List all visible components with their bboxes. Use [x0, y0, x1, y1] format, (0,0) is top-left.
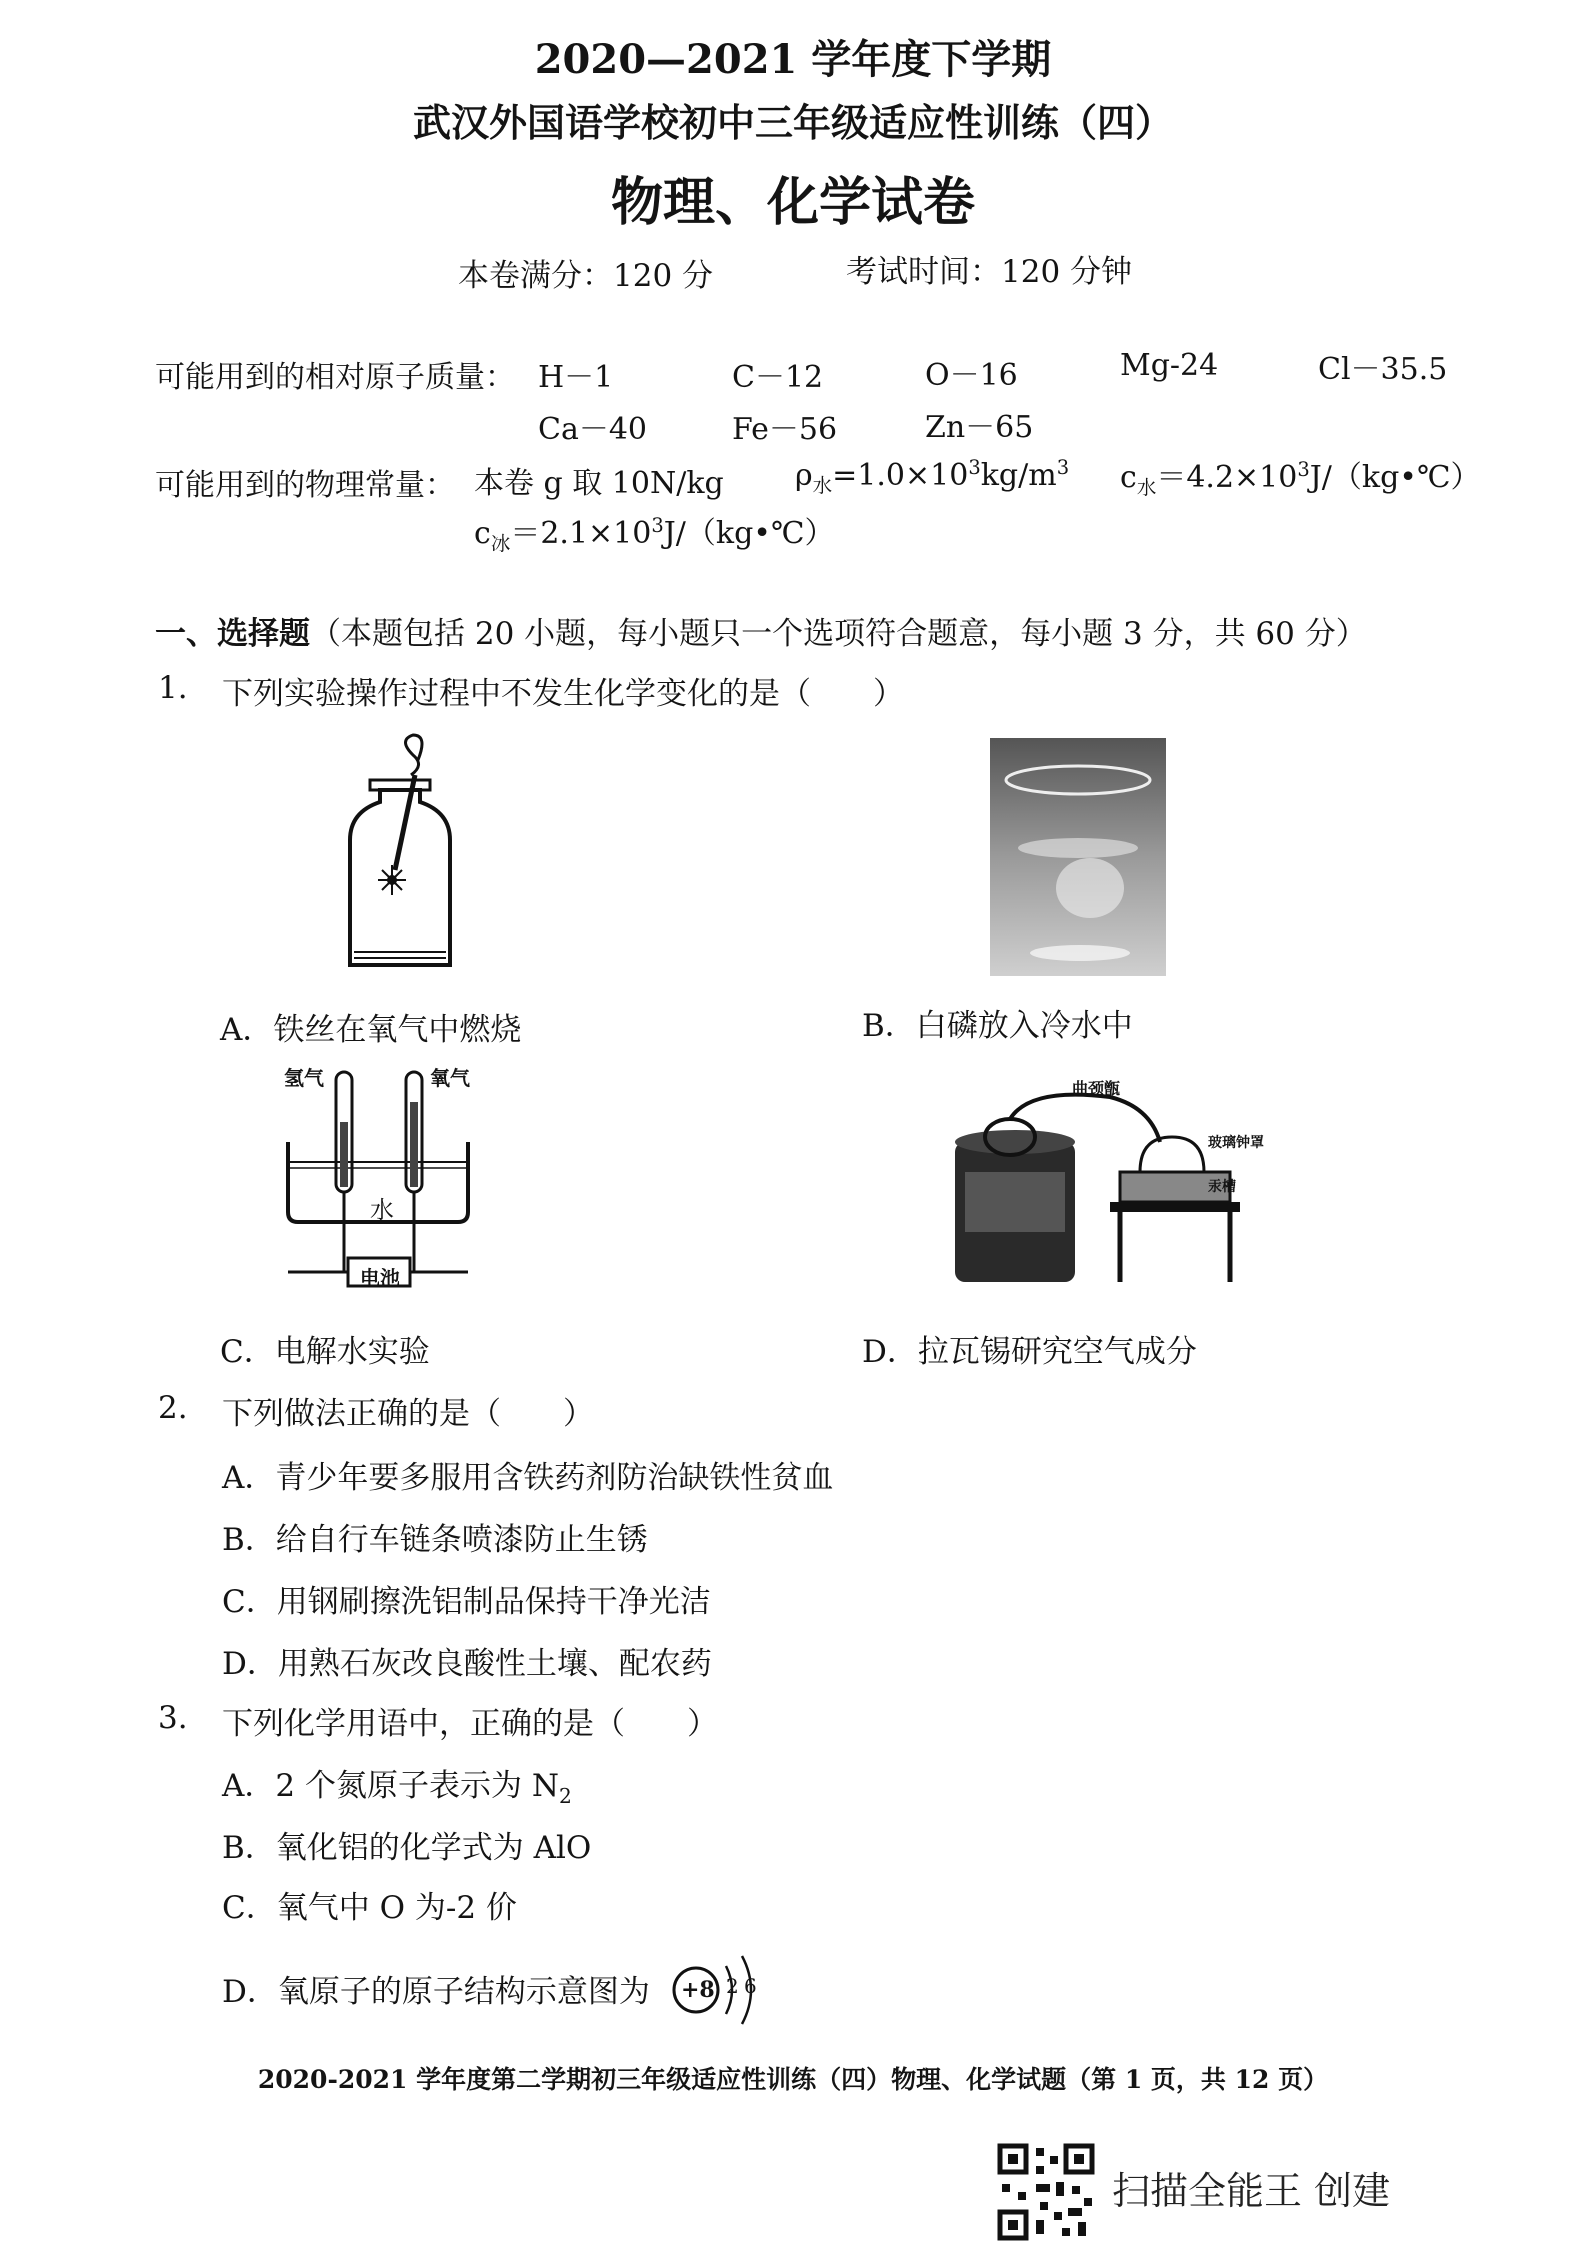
question-1-stem: 下列实验操作过程中不发生化学变化的是（ ）	[222, 676, 904, 712]
bell-jar-label: 玻璃钟罩	[1208, 1135, 1264, 1151]
subject-title: 物理、化学试卷	[610, 172, 975, 233]
atom-nucleus-charge: +8	[681, 1977, 715, 2003]
atomic-mass-o: O－16	[925, 358, 1018, 393]
page-footer: 2020-2021 学年度第二学期初三年级适应性训练（四）物理、化学试题（第 1 页，共 12 页）	[257, 2065, 1329, 2094]
question-2-option-c: C．用钢刷擦洗铝制品保持干净光洁	[222, 1584, 711, 1620]
full-score: 本卷满分：120 分	[458, 258, 714, 294]
battery-label: 电池	[360, 1266, 400, 1290]
atomic-mass-h: H－1	[538, 360, 614, 395]
question-1-number: 1.	[158, 670, 188, 706]
question-2-option-d: D．用熟石灰改良酸性土壤、配农药	[222, 1646, 712, 1682]
question-1-option-d: D．拉瓦锡研究空气成分	[862, 1334, 1197, 1370]
mercury-trough-label: 汞槽	[1208, 1179, 1236, 1195]
question-1-option-b: B．白磷放入冷水中	[862, 1008, 1133, 1044]
question-1-option-a: A．铁丝在氧气中燃烧	[220, 1012, 522, 1048]
water-label: 水	[370, 1196, 394, 1224]
question-1-option-c: C．电解水实验	[220, 1334, 430, 1370]
question-3-option-a: A．2 个氮原子表示为 $N_2$	[222, 1768, 572, 1809]
question-2-option-a: A．青少年要多服用含铁药剂防治缺铁性贫血	[222, 1460, 834, 1496]
atomic-mass-fe: Fe－56	[732, 412, 838, 447]
atom-shell-2-electrons: 6	[744, 1974, 757, 1998]
atom-shell-1-electrons: 2	[726, 1974, 739, 1998]
question-3-option-d: D．氧原子的原子结构示意图为	[222, 1974, 650, 2010]
atomic-mass-cl: Cl－35.5	[1318, 352, 1448, 387]
atomic-mass-label: 可能用到的相对原子质量：	[155, 360, 515, 395]
ice-specific-heat: $c_冰=2.1\times 10^3J/(kg•℃)$	[474, 514, 835, 555]
oxygen-label: 氧气	[430, 1066, 470, 1090]
year-line: 2020—2021 学年度下学期	[534, 36, 1052, 83]
question-2-option-b: B．给自行车链条喷漆防止生锈	[222, 1522, 648, 1558]
physics-constants-label: 可能用到的物理常量：	[155, 468, 455, 503]
qr-code-icon	[996, 2142, 1096, 2242]
school-line: 武汉外国语学校初中三年级适应性训练（四）	[412, 100, 1173, 145]
water-electrolysis-figure	[278, 1062, 478, 1292]
question-2-stem: 下列做法正确的是（ ）	[222, 1396, 594, 1432]
atomic-mass-zn: Zn－65	[925, 410, 1034, 445]
atomic-mass-mg: Mg-24	[1120, 348, 1219, 383]
section-heading: 一、选择题（本题包括 20 小题，每小题只一个选项符合题意，每小题 3 分，共 60 分）	[155, 616, 1367, 652]
retort-label: 曲颈甑	[1072, 1079, 1121, 1098]
white-phosphorus-photo	[990, 738, 1166, 976]
scanner-watermark: 扫描全能王 创建	[1112, 2169, 1391, 2213]
water-density: $\rho_水=1.0\times 10^3kg/m^3$	[795, 456, 1070, 497]
exam-time: 考试时间：120 分钟	[846, 254, 1133, 290]
question-3-number: 3.	[158, 1700, 188, 1736]
question-2-number: 2.	[158, 1390, 188, 1426]
iron-wire-combustion-figure	[340, 730, 470, 980]
question-3-option-b: B．氧化铝的化学式为 AlO	[222, 1830, 592, 1866]
question-3-option-c: C．氧气中 O 为-2 价	[222, 1890, 517, 1926]
lavoisier-apparatus-figure	[950, 1082, 1240, 1292]
atomic-mass-c: C－12	[732, 360, 824, 395]
atomic-mass-ca: Ca－40	[538, 412, 648, 447]
water-specific-heat: $c_水=4.2\times 10^3J/(kg•℃)$	[1120, 458, 1481, 499]
question-3-stem: 下列化学用语中，正确的是（ ）	[222, 1706, 718, 1742]
gravity-constant: 本卷 g 取 10N/kg	[474, 466, 724, 501]
hydrogen-label: 氢气	[284, 1066, 324, 1090]
